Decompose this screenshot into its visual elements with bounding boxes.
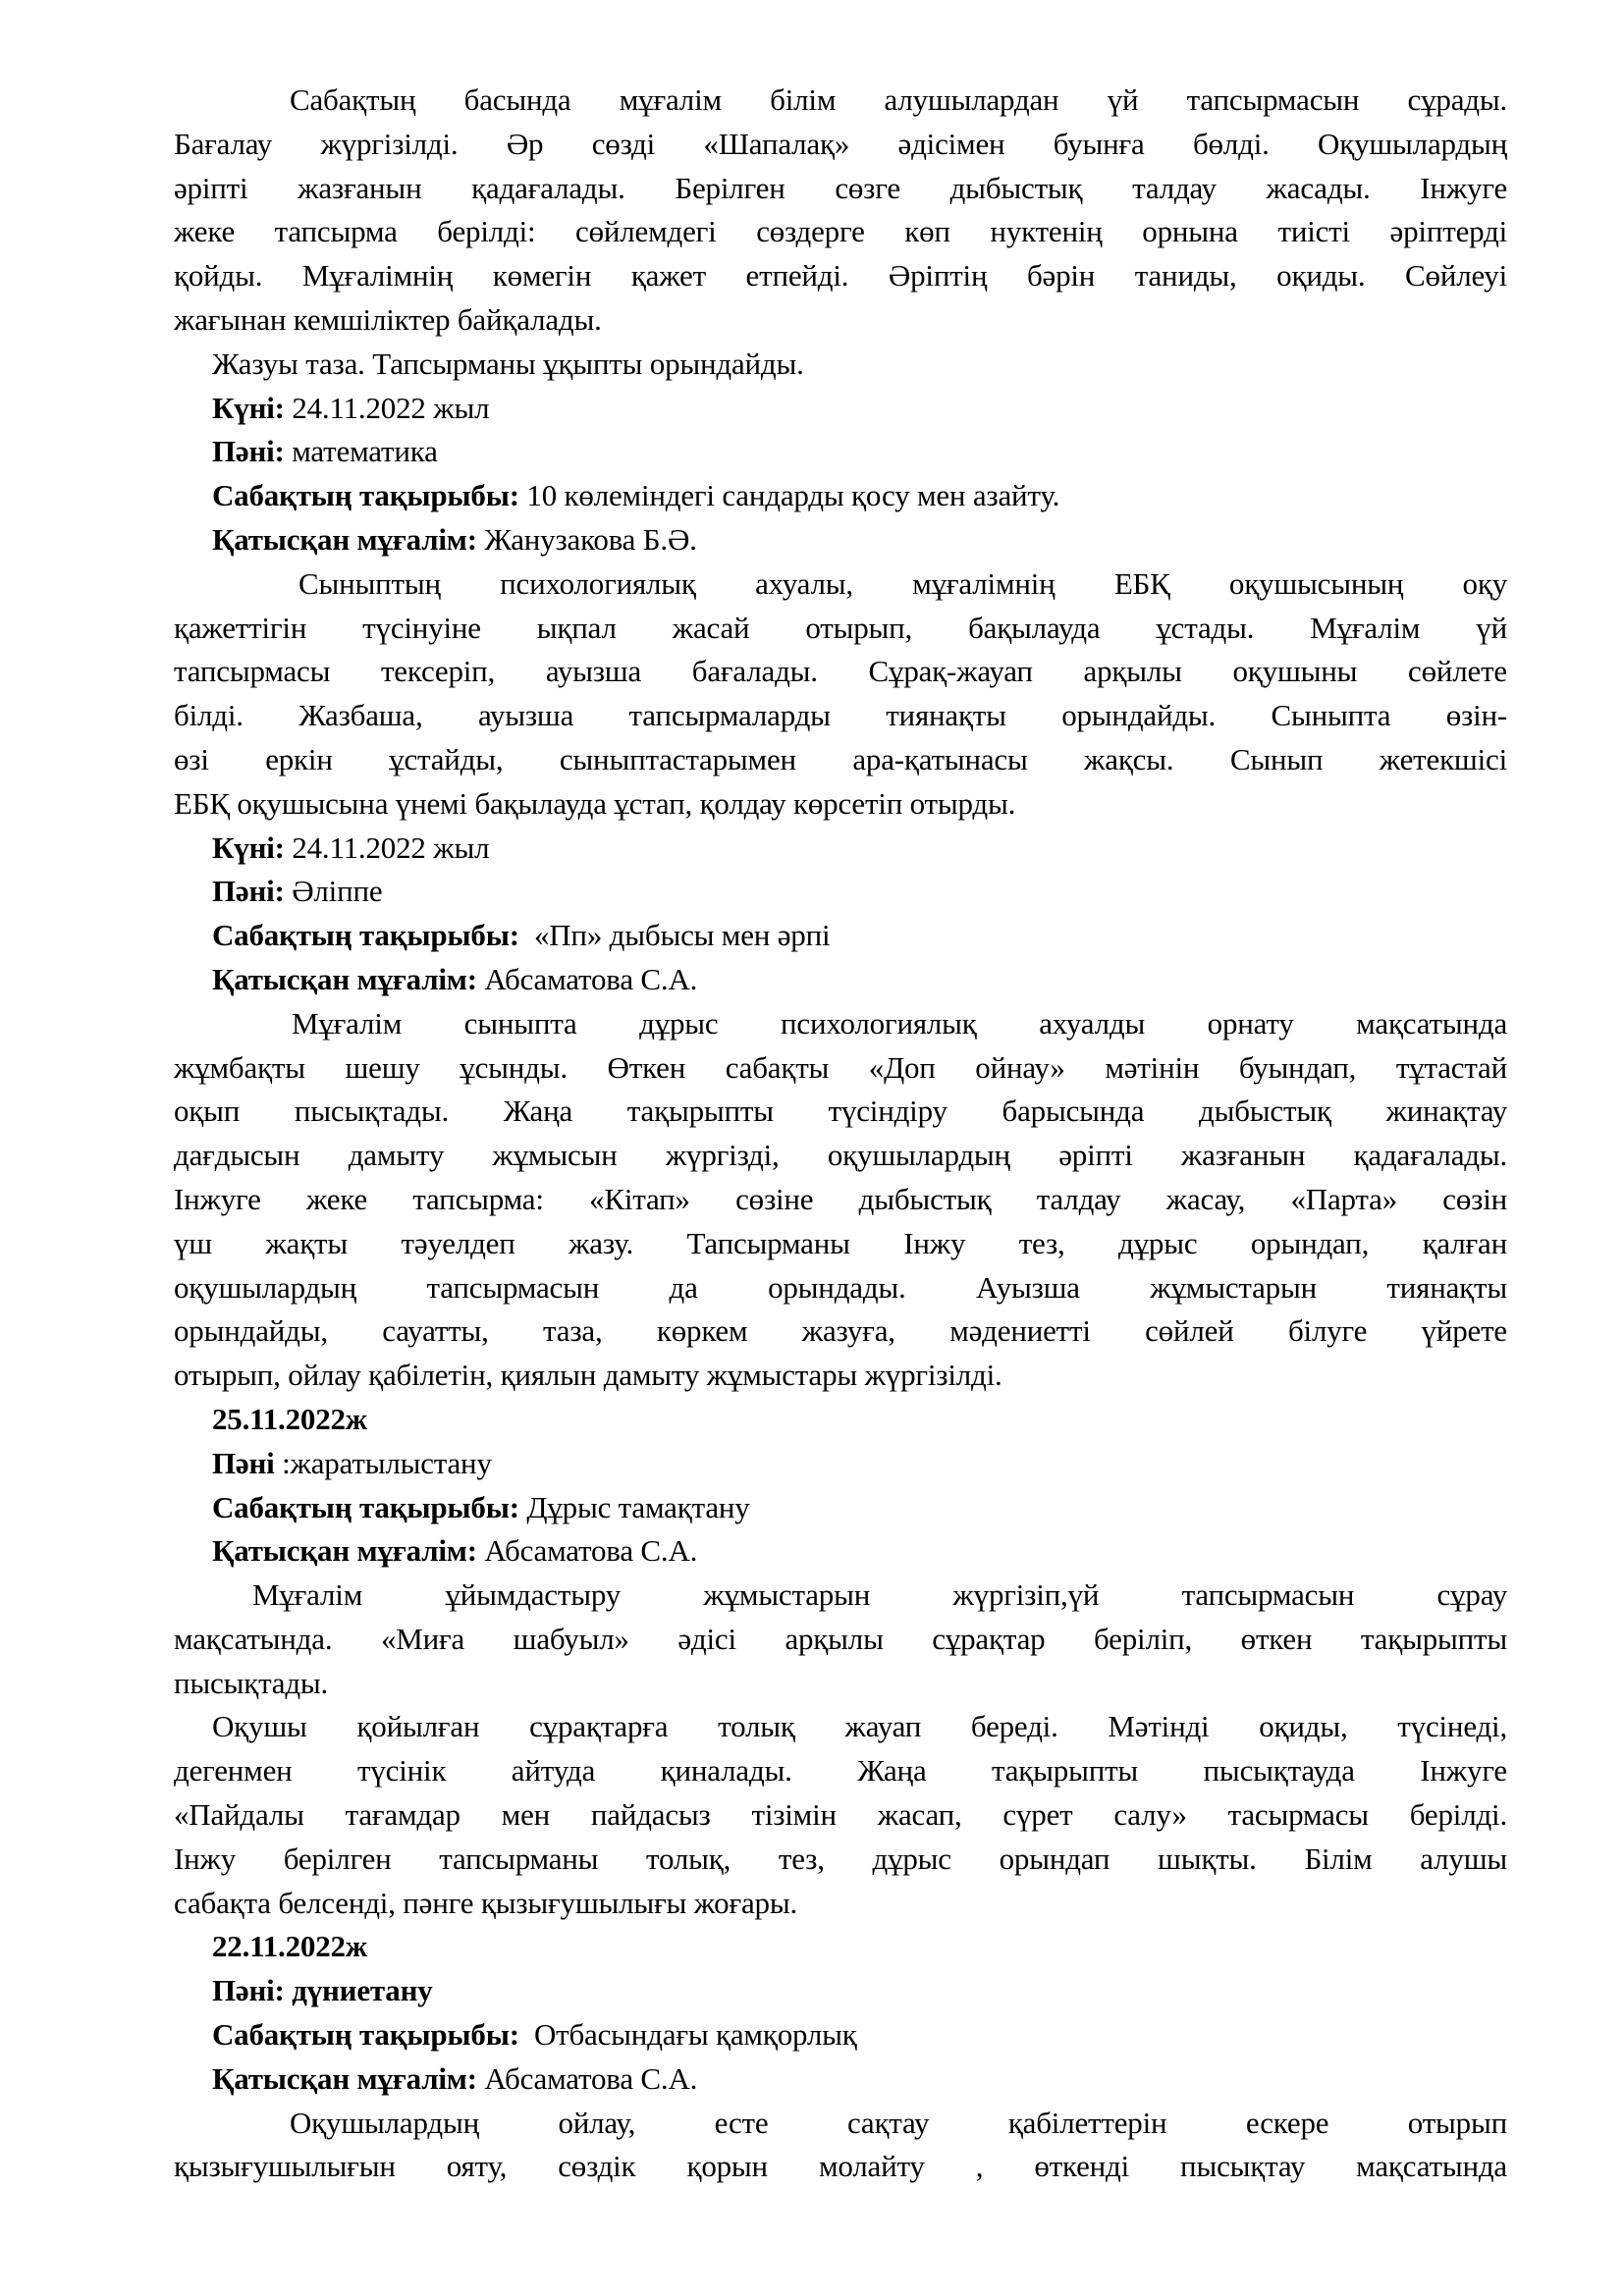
paragraph-alphabet-lesson — [174, 1002, 1507, 1398]
topic-label: Сабақтың тақырыбы: — [212, 1489, 519, 1524]
lesson-subject — [174, 1442, 1507, 1486]
text-line: Мұғалім сыныпта дұрыс психологиялық ахуалды орнату мақсатында — [292, 1005, 1507, 1041]
subject-label: Пәні — [212, 1445, 275, 1480]
text-line: қажеттігін түсінуіне ықпал жасай отырып, бақылауда ұстады. Мұғалім үй — [174, 610, 1507, 645]
text-line: сабақта белсенді, пәнге қызығушылығы жоғары. — [174, 1885, 798, 1920]
lesson-meta-world — [174, 1925, 1507, 2101]
date-label: Күні: — [212, 390, 285, 425]
lesson-topic — [174, 2013, 1507, 2057]
teacher-value: Жанузакова Б.Ә. — [476, 521, 697, 557]
text-line: оқушылардың тапсырмасын да орындады. Ауызша жұмыстарын тиянақты — [174, 1269, 1507, 1305]
subject-label: Пәні: — [212, 874, 285, 909]
lesson-teacher — [174, 2057, 1507, 2102]
text-line: Мұғалім ұйымдастыру жұмыстарын жүргізіп,үй тапсырмасын сұрау — [252, 1577, 1507, 1613]
lesson-meta-science — [174, 1398, 1507, 1574]
text-line: білді. Жазбаша, ауызша тапсырмаларды тиянақты орындайды. Сыныпта өзін- — [174, 698, 1507, 733]
lesson-subject — [174, 1969, 1507, 2013]
paragraph-student-answers — [174, 1705, 1507, 1925]
text-line: Оқушылардың ойлау, есте сақтау қабілеттерін ескере отырып — [290, 2105, 1507, 2140]
subject-label: Пәні: дүниетану — [212, 1973, 433, 2008]
lesson-date — [174, 1925, 1507, 1969]
text-line: өзі еркін ұстайды, сыныптастарымен ара-қатынасы жақсы. Сынып жетекшісі — [174, 741, 1507, 776]
subject-value: Әліппе — [284, 874, 383, 909]
lesson-topic — [174, 914, 1507, 958]
subject-value: математика — [284, 434, 438, 469]
date-value: 24.11.2022 жыл — [284, 390, 490, 425]
paragraph-class-climate — [174, 562, 1507, 827]
teacher-label: Қатысқан мұғалім: — [212, 1533, 477, 1569]
document-body — [174, 79, 1507, 2189]
lesson-subject — [174, 870, 1507, 914]
text-line: отырып, ойлау қабілетін, қиялын дамыту жұмыстары жүргізілді. — [174, 1358, 1002, 1393]
text-line: Сабақтың басында мұғалім білім алушылардан үй тапсырмасын сұрады. — [290, 82, 1507, 117]
lesson-date — [174, 827, 1507, 871]
lesson-date — [174, 387, 1507, 431]
teacher-label: Қатысқан мұғалім: — [212, 521, 477, 557]
text-line: әріпті жазғанын қадағалады. Берілген сөзге дыбыстық талдау жасады. Інжуге — [174, 170, 1507, 205]
topic-label: Сабақтың тақырыбы: — [212, 2017, 519, 2053]
subject-label: Пәні: — [212, 434, 285, 469]
topic-value: Дұрыс тамақтану — [518, 1489, 750, 1524]
lesson-topic — [174, 474, 1507, 518]
lesson-meta-alphabet — [174, 827, 1507, 1002]
teacher-value: Абсаматова С.А. — [476, 1533, 698, 1569]
topic-label: Сабақтың тақырыбы: — [212, 918, 519, 953]
paragraph-homework-review — [174, 79, 1507, 343]
lesson-meta-math — [174, 387, 1507, 562]
text-line: мақсатында. «Миға шабуыл» әдісі арқылы сұрақтар беріліп, өткен тақырыпты — [174, 1621, 1507, 1656]
text-line: орындайды, сауатты, таза, көркем жазуға, мәдениетті сөйлей білуге үйрете — [174, 1313, 1507, 1349]
text-line: жеке тапсырма берілді: сөйлемдегі сөздерге көп нуктенің орнына тиісті әріптерді — [174, 214, 1507, 249]
lesson-subject — [174, 430, 1507, 474]
text-line: үш жақты тәуелдеп жазу. Тапсырманы Інжу тез, дұрыс орындап, қалған — [174, 1225, 1507, 1260]
paragraph-handwriting — [174, 343, 1507, 387]
paragraph-science-lesson — [174, 1574, 1507, 1705]
teacher-label: Қатысқан мұғалім: — [212, 961, 477, 996]
teacher-value: Абсаматова С.А. — [476, 961, 698, 996]
text-line: ЕБҚ оқушысына үнемі бақылауда ұстап, қолдау көрсетіп отырды. — [174, 785, 1016, 821]
text-line: жұмбақты шешу ұсынды. Өткен сабақты «Доп ойнау» мәтінін буындап, тұтастай — [174, 1049, 1507, 1085]
date-value: 24.11.2022 жыл — [284, 829, 490, 865]
date-label: Күні: — [212, 829, 285, 865]
teacher-label: Қатысқан мұғалім: — [212, 2060, 477, 2096]
lesson-date — [174, 1398, 1507, 1442]
text-line: оқып пысықтады. Жаңа тақырыпты түсіндіру барысында дыбыстық жинақтау — [174, 1094, 1507, 1129]
topic-value: «Пп» дыбысы мен әрпі — [518, 918, 831, 953]
subject-value: :жаратылыстану — [274, 1445, 492, 1480]
teacher-value: Абсаматова С.А. — [476, 2060, 698, 2096]
lesson-teacher — [174, 518, 1507, 562]
text-line: жағынан кемшіліктер байқалады. — [174, 301, 602, 337]
text-line: Інжуге жеке тапсырма: «Кітап» сөзіне дыбыстық талдау жасау, «Парта» сөзін — [174, 1181, 1507, 1216]
text-line: Інжу берілген тапсырманы толық, тез, дұрыс орындап шықты. Білім алушы — [174, 1841, 1507, 1876]
lesson-topic — [174, 1486, 1507, 1530]
text-line: дегенмен түсінік айтуда қиналады. Жаңа тақырыпты пысықтауда Інжуге — [174, 1753, 1507, 1789]
text-line: Жазуы таза. Тапсырманы ұқыпты орындайды. — [212, 346, 804, 381]
text-line: дағдысын дамыту жұмысын жүргізді, оқушылардың әріпті жазғанын қадағалады. — [174, 1138, 1507, 1173]
paragraph-thinking-skills — [174, 2102, 1507, 2190]
topic-value: 10 көлеміндегі сандарды қосу мен азайту. — [518, 478, 1060, 513]
date-label: 22.11.2022ж — [212, 1929, 368, 1964]
text-line: пысықтады. — [174, 1665, 329, 1700]
text-line: «Пайдалы тағамдар мен пайдасыз тізімін жасап, сүрет салу» тасырмасы берілді. — [174, 1797, 1507, 1833]
text-line: тапсырмасы тексеріп, ауызша бағалады. Сұрақ-жауап арқылы оқушыны сөйлете — [174, 654, 1507, 689]
text-line: Сыныптың психологиялық ахуалы, мұғалімнің ЕБҚ оқушысының оқу — [298, 565, 1507, 601]
text-line: қойды. Мұғалімнің көмегін қажет етпейді. Әріптің бәрін таниды, оқиды. Сөйлеуі — [174, 258, 1507, 294]
text-line: Оқушы қойылған сұрақтарға толық жауап береді. Мәтінді оқиды, түсінеді, — [212, 1709, 1507, 1744]
topic-value: Отбасындағы қамқорлық — [518, 2017, 857, 2053]
text-line: Бағалау жүргізілді. Әр сөзді «Шапалақ» әдісімен буынға бөлді. Оқушылардың — [174, 126, 1507, 161]
lesson-teacher — [174, 1529, 1507, 1574]
text-line: қызығушылығын ояту, сөздік қорын молайту , өткенді пысықтау мақсатында — [174, 2149, 1507, 2184]
lesson-teacher — [174, 958, 1507, 1002]
date-label: 25.11.2022ж — [212, 1401, 368, 1436]
topic-label: Сабақтың тақырыбы: — [212, 478, 519, 513]
